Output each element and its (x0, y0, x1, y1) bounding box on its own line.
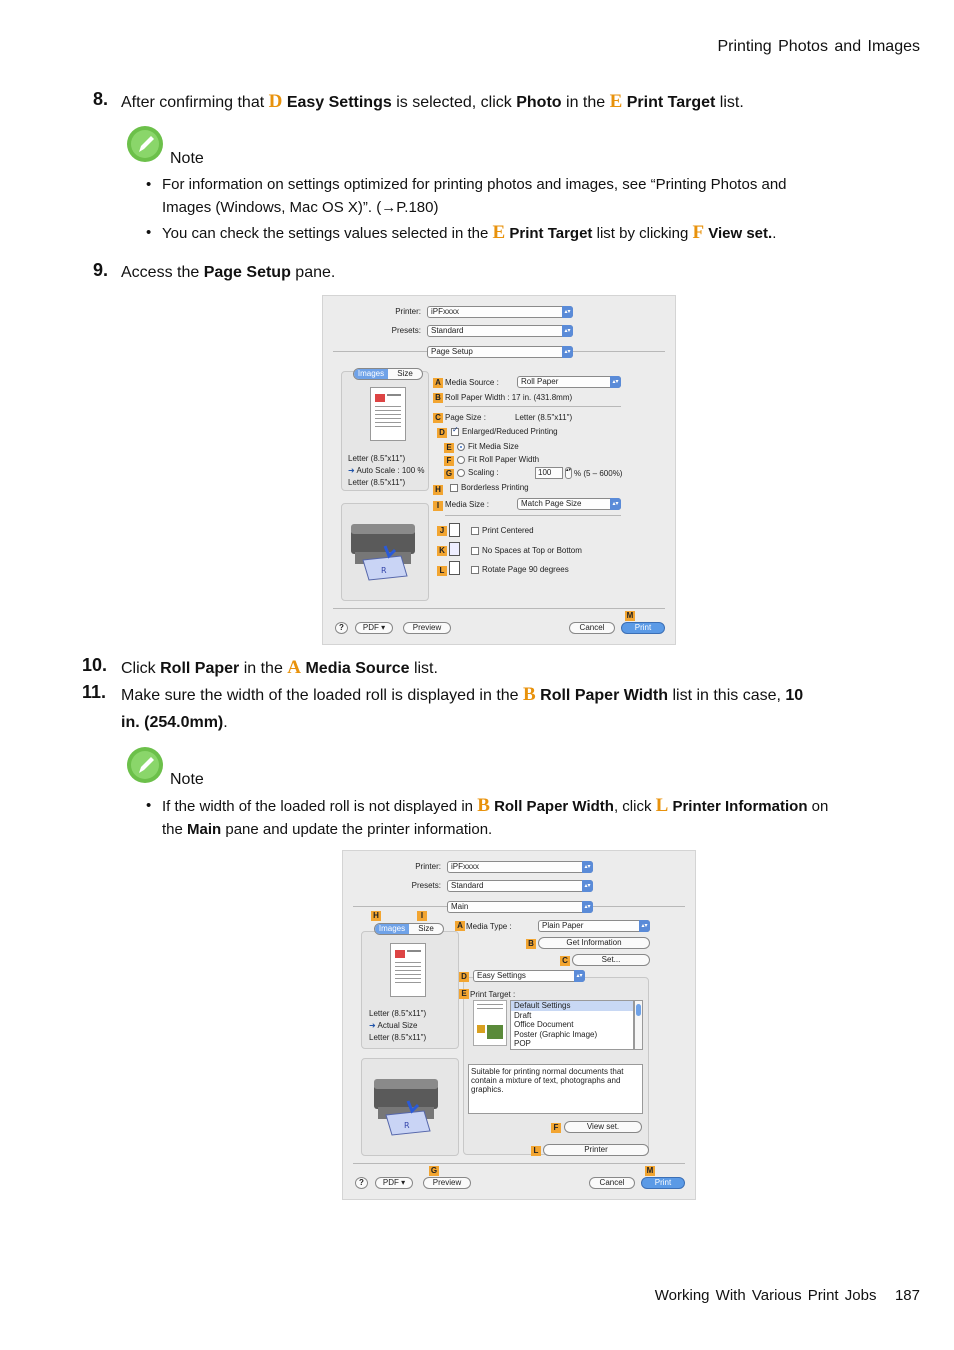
marker-g: G (445, 469, 453, 478)
print-target-description: Suitable for printing normal documents that contain a mixture of text, photographs and graphics. (468, 1064, 643, 1114)
step-9-number: 9. (93, 260, 109, 280)
print-target-scrollbar[interactable] (634, 1000, 643, 1050)
pdf-button[interactable]: PDF ▾ (355, 622, 393, 634)
help-button[interactable]: ? (355, 1177, 368, 1189)
media-size-label: Media Size : (445, 500, 490, 509)
print-target-label: Print Target : (470, 990, 516, 999)
marker-g: G (430, 1166, 438, 1175)
rotate-page-icon (449, 561, 460, 575)
page-size-label: Page Size : (445, 413, 486, 422)
tab-images[interactable]: Images (354, 369, 388, 379)
note-1-bullet-2: • You can check the settings values selected in the E Print Target list by clicking F View set.. (146, 222, 777, 243)
set-button[interactable]: Set... (572, 954, 650, 966)
marker-m: M (646, 1166, 654, 1175)
marker-h: H (433, 485, 443, 495)
print-target-preview-icon (473, 1000, 507, 1046)
note-pencil-icon (126, 746, 164, 784)
tab-size[interactable]: Size (397, 369, 413, 378)
marker-i: I (433, 501, 443, 511)
printer-popup[interactable]: iPFxxxx ▴▾ (447, 861, 593, 873)
print-target-item[interactable]: Poster (Graphic Image) (514, 1029, 598, 1039)
printer-label: Printer: (415, 862, 441, 871)
footer-chapter: Working With Various Print Jobs (654, 1287, 877, 1304)
printer-illustration-icon (368, 1071, 450, 1137)
media-type-popup[interactable]: Plain Paper ▴▾ (538, 920, 650, 932)
printer-label: Printer: (395, 307, 421, 316)
fit-roll-paper-width-radio[interactable]: Fit Roll Paper Width (457, 455, 539, 464)
marker-k: K (437, 546, 447, 556)
printer-illustration-icon (345, 516, 427, 582)
marker-f: F (444, 456, 454, 466)
marker-j: J (437, 526, 447, 536)
scaling-range: % (5 – 600%) (574, 469, 623, 478)
marker-d: D (437, 428, 447, 438)
marker-b: B (433, 393, 443, 403)
media-source-popup[interactable]: Roll Paper ▴▾ (517, 376, 621, 388)
tab-size[interactable]: Size (418, 924, 434, 933)
tab-images[interactable]: Images (375, 924, 409, 934)
preview-output-size: Letter (8.5"x11") (369, 1033, 427, 1042)
step-11-number: 11. (82, 682, 107, 702)
presets-popup[interactable]: Standard ▴▾ (447, 880, 593, 892)
printer-popup[interactable]: iPFxxxx ▴▾ (427, 306, 573, 318)
svg-text:R: R (404, 1121, 410, 1130)
marker-c: C (433, 413, 443, 423)
page-preview-thumbnail (390, 943, 426, 997)
note-label: Note (170, 771, 204, 788)
scaling-radio[interactable]: Scaling : (457, 468, 499, 477)
marker-h: H (371, 911, 381, 921)
presets-label: Presets: (391, 326, 421, 335)
get-information-button[interactable]: Get Information (538, 937, 650, 949)
marker-i: I (417, 911, 427, 921)
step-9-text: Access the Page Setup pane. (121, 264, 336, 281)
scaling-stepper[interactable]: ▴▾ (565, 467, 572, 479)
print-target-item[interactable]: POP (514, 1039, 531, 1049)
print-target-list[interactable] (510, 1000, 634, 1050)
images-size-tabs[interactable] (374, 923, 444, 935)
page-preview-thumbnail (370, 387, 406, 441)
media-size-popup[interactable]: Match Page Size ▴▾ (517, 498, 621, 510)
print-target-item[interactable]: Office Document (514, 1020, 574, 1030)
print-centered-icon (449, 523, 460, 537)
preview-output-size: Letter (8.5"x11") (348, 478, 406, 487)
borderless-printing-checkbox[interactable]: Borderless Printing (450, 483, 529, 492)
pane-popup[interactable]: Main ▴▾ (447, 901, 593, 913)
note-2-bullet-1: • If the width of the loaded roll is not displayed in B Roll Paper Width, click L Printer Information on the Main pane and update the printer information. (146, 795, 829, 838)
media-source-label: Media Source : (445, 378, 499, 387)
step-11-text: Make sure the width of the loaded roll is displayed in the B Roll Paper Width list in this case, 10 in. (254.0mm). (121, 684, 804, 731)
easy-settings-popup[interactable]: Easy Settings ▴▾ (473, 970, 585, 982)
images-size-tabs[interactable] (353, 368, 423, 380)
presets-label: Presets: (411, 881, 441, 890)
print-target-item[interactable]: Default Settings (511, 1001, 633, 1011)
marker-b: B (526, 939, 536, 949)
preview-paper-size: Letter (8.5"x11") (348, 454, 406, 463)
printer-information-button[interactable]: Printer (543, 1144, 649, 1156)
cancel-button[interactable]: Cancel (589, 1177, 635, 1189)
page-setup-dialog-screenshot (322, 295, 676, 645)
no-spaces-icon (449, 542, 460, 556)
note-pencil-icon (126, 125, 164, 163)
marker-a: A (433, 378, 443, 388)
pdf-button[interactable]: PDF ▾ (375, 1177, 413, 1189)
print-button[interactable]: Print (621, 622, 665, 634)
marker-l: L (437, 566, 447, 576)
marker-c: C (560, 956, 570, 966)
running-footer (655, 1287, 920, 1304)
marker-m: M (626, 611, 634, 620)
preview-scale: ➜ Auto Scale : 100 % (348, 466, 425, 475)
step-8-text: After confirming that D Easy Settings is selected, click Photo in the E Print Target list. (121, 91, 744, 112)
marker-e: E (444, 443, 454, 453)
fit-media-size-radio[interactable]: Fit Media Size (457, 442, 519, 451)
pane-popup[interactable]: Page Setup ▴▾ (427, 346, 573, 358)
presets-popup[interactable]: Standard ▴▾ (427, 325, 573, 337)
page-number: 187 (894, 1287, 920, 1304)
marker-e: E (459, 989, 469, 999)
marker-d: D (459, 972, 469, 982)
view-set-button[interactable]: View set. (564, 1121, 642, 1133)
preview-scale: ➜ Actual Size (369, 1021, 418, 1030)
marker-l: L (531, 1146, 541, 1156)
step-8-number: 8. (93, 89, 109, 109)
marker-f: F (551, 1123, 561, 1133)
scaling-input[interactable]: 100 (535, 467, 563, 479)
step-10-number: 10. (82, 655, 108, 675)
print-centered-checkbox[interactable]: Print Centered (471, 526, 534, 535)
enlarged-printing-checkbox[interactable]: ✓ Enlarged/Reduced Printing (451, 427, 558, 436)
preview-button[interactable]: Preview (403, 622, 451, 634)
preview-paper-size: Letter (8.5"x11") (369, 1009, 427, 1018)
preview-button[interactable]: Preview (423, 1177, 471, 1189)
roll-paper-width-row: Roll Paper Width : 17 in. (431.8mm) (445, 393, 573, 402)
marker-a: A (455, 921, 465, 931)
cancel-button[interactable]: Cancel (569, 622, 615, 634)
page-size-value: Letter (8.5"x11") (515, 413, 573, 422)
note-label: Note (170, 150, 204, 167)
main-pane-dialog-screenshot (342, 850, 696, 1200)
media-type-label: Media Type : (466, 922, 512, 931)
help-button[interactable]: ? (335, 622, 348, 634)
print-target-item[interactable]: Draft (514, 1010, 532, 1020)
print-button[interactable]: Print (641, 1177, 685, 1189)
step-10-text: Click Roll Paper in the A Media Source list. (121, 657, 438, 678)
no-spaces-checkbox[interactable]: No Spaces at Top or Bottom (471, 546, 582, 555)
running-header: Printing Photos and Images (717, 38, 920, 55)
svg-text:R: R (381, 566, 387, 575)
rotate-page-checkbox[interactable]: Rotate Page 90 degrees (471, 565, 569, 574)
note-1-bullet-1: • For information on settings optimized for printing photos and images, see “Printing Photos and Images (Windows, Mac OS X)”. (→P.180) (146, 176, 787, 216)
